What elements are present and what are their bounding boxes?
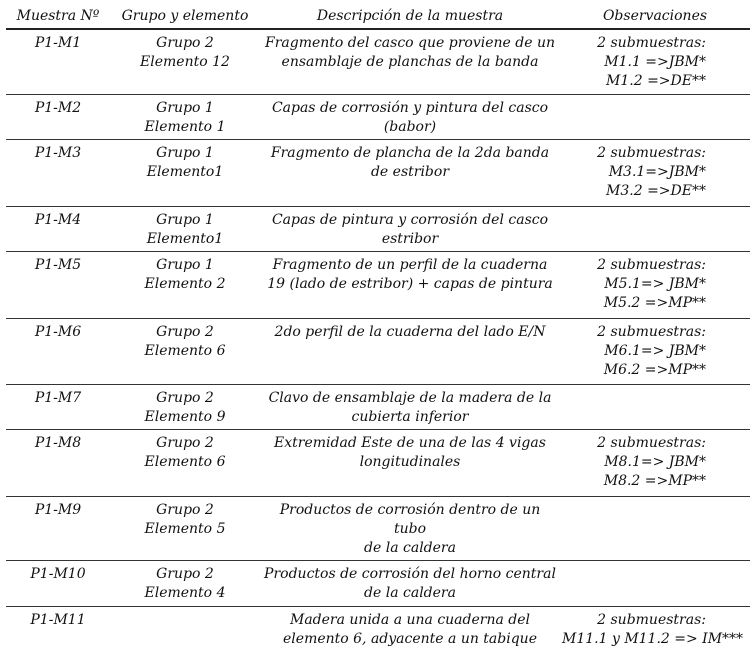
- observations-cell-line: 2 submuestras:: [597, 611, 706, 628]
- observations-cell-line: M1.2 =>DE**: [606, 73, 706, 89]
- description-cell-line: (babor): [383, 118, 437, 135]
- observations-cell: [560, 29, 750, 94]
- group-element-cell: [110, 94, 260, 139]
- group-element-cell-line: Elemento 4: [144, 584, 226, 601]
- table-row: [6, 560, 750, 606]
- group-element-cell: [110, 251, 260, 318]
- description-cell-line: Madera unida a una cuaderna del: [290, 611, 530, 628]
- description-cell-line: de la caldera: [364, 539, 456, 556]
- description-cell-line: Clavo de ensamblaje de la madera de la: [268, 389, 552, 406]
- description-cell-line: cubierta inferior: [351, 408, 469, 425]
- group-element-cell-line: Elemento 12: [140, 54, 230, 70]
- description-cell: [260, 384, 560, 429]
- table-row: [6, 251, 750, 318]
- observations-cell: [560, 206, 750, 251]
- description-cell-line: Capas de pintura y corrosión del casco: [271, 211, 549, 228]
- observations-cell-line: M1.1 =>JBM*: [604, 54, 706, 70]
- group-element-cell-line: Grupo 1: [156, 256, 214, 273]
- group-element-cell: [110, 429, 260, 496]
- observations-cell-line: 2 submuestras:: [597, 434, 706, 451]
- description-cell: [260, 318, 560, 384]
- samples-table: [6, 4, 750, 656]
- header-grupo: Grupo y elemento: [110, 4, 260, 29]
- sample-id-cell: P1-M4: [34, 211, 82, 228]
- description-cell: [260, 206, 560, 251]
- observations-cell-line: M3.1=>JBM*: [608, 163, 706, 180]
- observations-cell-line: 2 submuestras:: [597, 144, 706, 161]
- observations-cell-line: M11.1 y M11.2 => IM***: [562, 630, 744, 647]
- group-element-cell-line: Elemento 6: [144, 342, 226, 359]
- observations-cell: [560, 94, 750, 139]
- group-element-cell: [110, 139, 260, 206]
- sample-id-cell: P1-M8: [34, 434, 82, 451]
- observations-cell-line: M5.1=> JBM*: [604, 275, 706, 292]
- sample-id-cell: P1-M7: [34, 389, 82, 406]
- description-cell-line: Productos de corrosión del horno central: [264, 565, 556, 582]
- group-element-cell: [110, 560, 260, 606]
- observations-cell-line: 2 submuestras:: [597, 323, 706, 340]
- observations-cell: [560, 139, 750, 206]
- description-cell-line: elemento 6, adyacente a un tabique: [283, 630, 537, 647]
- table-row: [6, 139, 750, 206]
- group-element-cell: [110, 29, 260, 94]
- observations-cell-line: M3.2 =>DE**: [606, 182, 706, 199]
- observations-cell-line: 2 submuestras:: [597, 256, 706, 273]
- observations-cell: [560, 251, 750, 318]
- observations-cell: [560, 318, 750, 384]
- observations-cell: [560, 384, 750, 429]
- sample-id-cell: P1-M10: [30, 565, 86, 582]
- group-element-cell-line: Elemento 9: [144, 408, 226, 425]
- group-element-cell: [110, 606, 260, 656]
- description-cell-line: Extremidad Este de una de las 4 vigas: [274, 434, 546, 451]
- group-element-cell-line: Grupo 2: [156, 35, 214, 51]
- group-element-cell-line: Grupo 2: [156, 389, 214, 406]
- description-cell-line: Fragmento del casco que proviene de un: [264, 35, 555, 51]
- group-element-cell-line: Elemento 6: [144, 453, 226, 470]
- table-row: [6, 206, 750, 251]
- sample-id-cell: P1-M1: [34, 35, 82, 51]
- sample-id-cell: P1-M3: [34, 144, 82, 161]
- description-cell: [260, 496, 560, 560]
- table-row: [6, 496, 750, 560]
- table-row: [6, 429, 750, 496]
- description-cell-line: Productos de corrosión dentro de un tubo: [279, 501, 541, 537]
- group-element-cell-line: Elemento 5: [144, 520, 226, 537]
- observations-cell: [560, 560, 750, 606]
- table-row: [6, 94, 750, 139]
- table-row: [6, 606, 750, 656]
- header-muestra: Muestra Nº: [6, 4, 110, 29]
- sample-id-cell: P1-M2: [34, 99, 82, 116]
- description-cell-line: Capas de corrosión y pintura del casco: [271, 99, 549, 116]
- description-cell-line: longitudinales: [359, 453, 461, 470]
- description-cell: [260, 560, 560, 606]
- description-cell: [260, 429, 560, 496]
- description-cell: [260, 606, 560, 656]
- description-cell: [260, 251, 560, 318]
- group-element-cell-line: Elemento1: [146, 230, 224, 247]
- group-element-cell-line: Grupo 1: [156, 144, 214, 161]
- sample-id-cell: P1-M11: [30, 611, 86, 628]
- observations-cell-line: M8.2 =>MP**: [603, 472, 706, 489]
- observations-cell-line: M6.1=> JBM*: [604, 342, 706, 359]
- group-element-cell: [110, 384, 260, 429]
- observations-cell-line: 2 submuestras:: [597, 35, 706, 51]
- table-body: [6, 29, 750, 656]
- group-element-cell-line: Grupo 2: [156, 501, 214, 518]
- group-element-cell-line: Grupo 1: [156, 99, 214, 116]
- description-cell-line: Fragmento de plancha de la 2da banda: [270, 144, 550, 161]
- group-element-cell-line: Elemento 2: [144, 275, 226, 292]
- description-cell-line: Fragmento de un perfil de la cuaderna: [272, 256, 548, 273]
- group-element-cell-line: Grupo 1: [156, 211, 214, 228]
- header-observaciones: Observaciones: [560, 4, 750, 29]
- sample-id-cell: P1-M6: [34, 323, 82, 340]
- description-cell-line: de estribor: [370, 163, 450, 180]
- header-row: [6, 4, 750, 29]
- description-cell: [260, 29, 560, 94]
- group-element-cell: [110, 206, 260, 251]
- sample-id-cell: P1-M5: [34, 256, 82, 273]
- observations-cell-line: M6.2 =>MP**: [603, 361, 706, 378]
- description-cell-line: 2do perfil de la cuaderna del lado E/N: [274, 323, 546, 340]
- description-cell-line: estribor: [381, 230, 439, 247]
- table-row: [6, 29, 750, 94]
- description-cell-line: ensamblaje de planchas de la banda: [281, 54, 539, 70]
- group-element-cell: [110, 496, 260, 560]
- group-element-cell-line: Grupo 2: [156, 323, 214, 340]
- table-row: [6, 318, 750, 384]
- group-element-cell-line: Elemento1: [146, 163, 224, 180]
- table-row: [6, 384, 750, 429]
- observations-cell-line: M5.2 =>MP**: [603, 294, 706, 311]
- description-cell-line: de la caldera: [364, 584, 456, 601]
- observations-cell-line: M8.1=> JBM*: [604, 453, 706, 470]
- group-element-cell-line: Grupo 2: [156, 434, 214, 451]
- group-element-cell: [110, 318, 260, 384]
- observations-cell: [560, 606, 750, 656]
- group-element-cell-line: Grupo 2: [156, 565, 214, 582]
- observations-cell: [560, 496, 750, 560]
- description-cell: [260, 94, 560, 139]
- group-element-cell-line: Elemento 1: [144, 118, 226, 135]
- observations-cell: [560, 429, 750, 496]
- header-descripcion: Descripción de la muestra: [260, 4, 560, 29]
- description-cell: [260, 139, 560, 206]
- description-cell-line: 19 (lado de estribor) + capas de pintura: [267, 275, 553, 292]
- sample-id-cell: P1-M9: [34, 501, 82, 518]
